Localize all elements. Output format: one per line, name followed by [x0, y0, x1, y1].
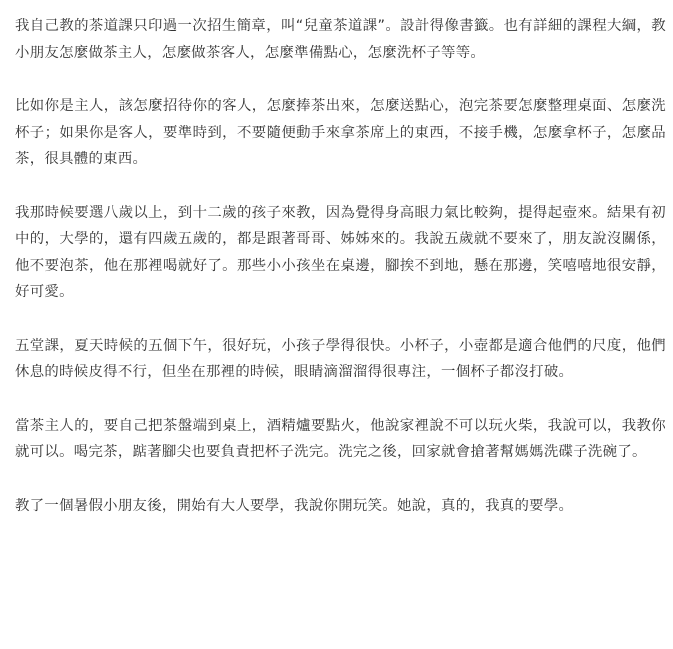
- paragraph-5: 當茶主人的，要自己把茶盤端到桌上，酒精爐要點火，他說家裡說不可以玩火柴，我說可以，我教你就可以。喝完茶，踮著腳尖也要負責把杯子洗完。洗完之後，回家就會搶著幫媽媽洗碟子洗碗了。: [15, 417, 666, 460]
- paragraph-3: 我那時候要選八歲以上，到十二歲的孩子來教，因為覺得身高眼力氣比較夠，提得起壺來。結果有初中的，大學的，還有四歲五歲的，都是跟著哥哥、姊姊來的。我說五歲就不要來了，朋友說沒關係，他不要泡茶，他在那裡喝就好了。那些小小孩坐在桌邊，腳挨不到地，懸在那邊，笑嘻嘻地很安靜，好可愛。: [15, 204, 666, 300]
- article-body: [15, 13, 666, 519]
- paragraph-1: 我自己教的茶道課只印過一次招生簡章，叫“兒童茶道課”。設計得像書籤。也有詳細的課程大綱，教小朋友怎麼做茶主人，怎麼做茶客人，怎麼準備點心，怎麼洗杯子等等。: [15, 18, 666, 61]
- paragraph-2: 比如你是主人，該怎麼招待你的客人，怎麼捧茶出來，怎麼送點心，泡完茶要怎麼整理桌面、怎麼洗杯子；如果你是客人，要準時到，不要隨便動手來拿茶席上的東西，不接手機，怎麼拿杯子，怎麼品茶，很具體的東西。: [15, 98, 666, 167]
- paragraph-6: 教了一個暑假小朋友後，開始有大人要學，我說你開玩笑。她說，真的，我真的要學。: [15, 497, 574, 514]
- paragraph-4: 五堂課，夏天時候的五個下午，很好玩，小孩子學得很快。小杯子，小壺都是適合他們的尺度，他們休息的時候皮得不行，但坐在那裡的時候，眼睛滴溜溜得很專注，一個杯子都沒打破。: [15, 337, 666, 380]
